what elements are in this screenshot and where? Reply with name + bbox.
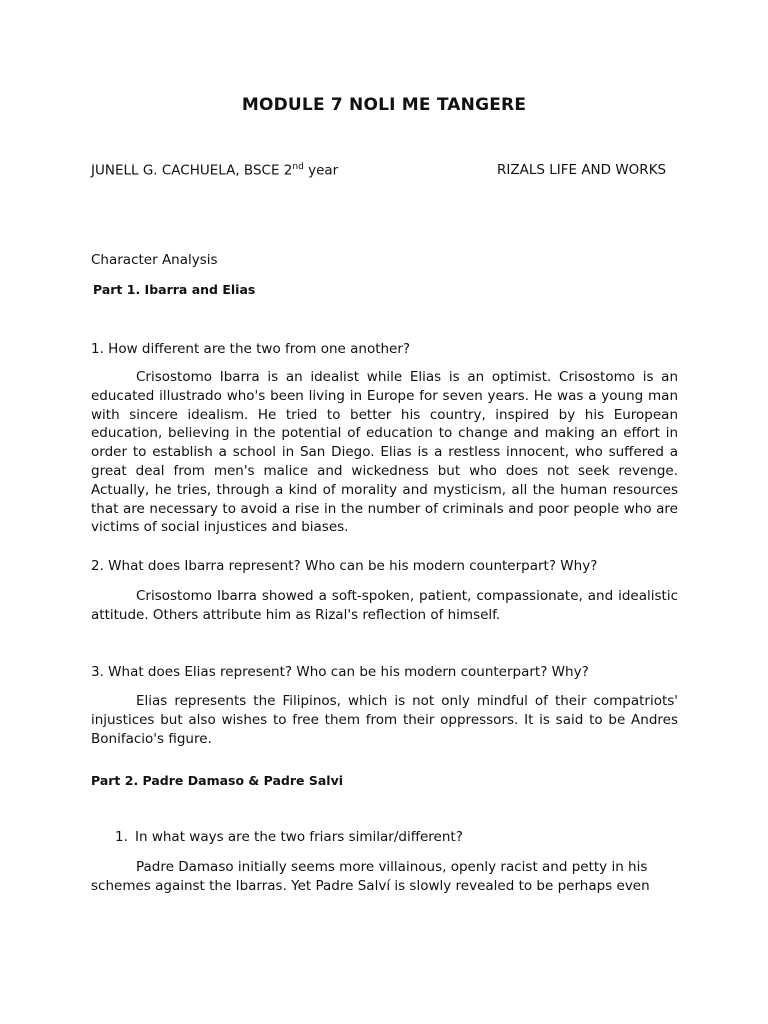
- author-line: [91, 162, 338, 179]
- section-heading: Character Analysis: [91, 252, 218, 268]
- part2-question-1-text: In what ways are the two friars similar/different?: [135, 829, 463, 845]
- question-1: 1. How different are the two from one another?: [91, 341, 411, 357]
- part2-question-1-number: 1.: [115, 829, 128, 845]
- course-name: RIZALS LIFE AND WORKS: [497, 162, 667, 178]
- part2-question-1: [115, 829, 463, 845]
- part2-heading: Part 2. Padre Damaso & Padre Salvi: [91, 773, 344, 788]
- answer-3: Elias represents the Filipinos, which is not only mindful of their compatriots' injustices but also wishes to free them from their oppressors. It is said to be Andres Bonifacio's figure.: [91, 693, 678, 747]
- answer-1: Crisostomo Ibarra is an idealist while Elias is an optimist. Crisostomo is an educated illustrado who's been living in Europe for seven years. He was a young man with sincere idealism. He tried to better his country, inspired by his European education, believing in the potential of education to change and making an effort in order to establish a school in San Diego. Elias is a restless innocent, who suffered a great deal from men's malice and wickedness but who does not seek revenge. Actually, he tries, through a kind of morality and mysticism, all the human resources that are necessary to avoid a rise in the number of criminals and poor people who are victims of social injustices and biases.: [91, 369, 678, 536]
- document-title: MODULE 7 NOLI ME TANGERE: [241, 95, 527, 115]
- part1-heading: Part 1. Ibarra and Elias: [93, 282, 256, 297]
- question-3: 3. What does Elias represent? Who can be his modern counterpart? Why?: [91, 664, 589, 680]
- part2-answer-1: Padre Damaso initially seems more villainous, openly racist and petty in his schemes against the Ibarras. Yet Padre Salví is slowly revealed to be perhaps even: [91, 859, 650, 894]
- question-2: 2. What does Ibarra represent? Who can be his modern counterpart? Why?: [91, 558, 598, 574]
- answer-2: Crisostomo Ibarra showed a soft-spoken, patient, compassionate, and idealistic attitude. Others attribute him as Rizal's reflection of himself.: [91, 588, 678, 623]
- author-year: year: [303, 162, 339, 179]
- author-name: JUNELL G. CACHUELA, BSCE 2: [91, 162, 293, 179]
- author-ordinal: nd: [292, 162, 304, 172]
